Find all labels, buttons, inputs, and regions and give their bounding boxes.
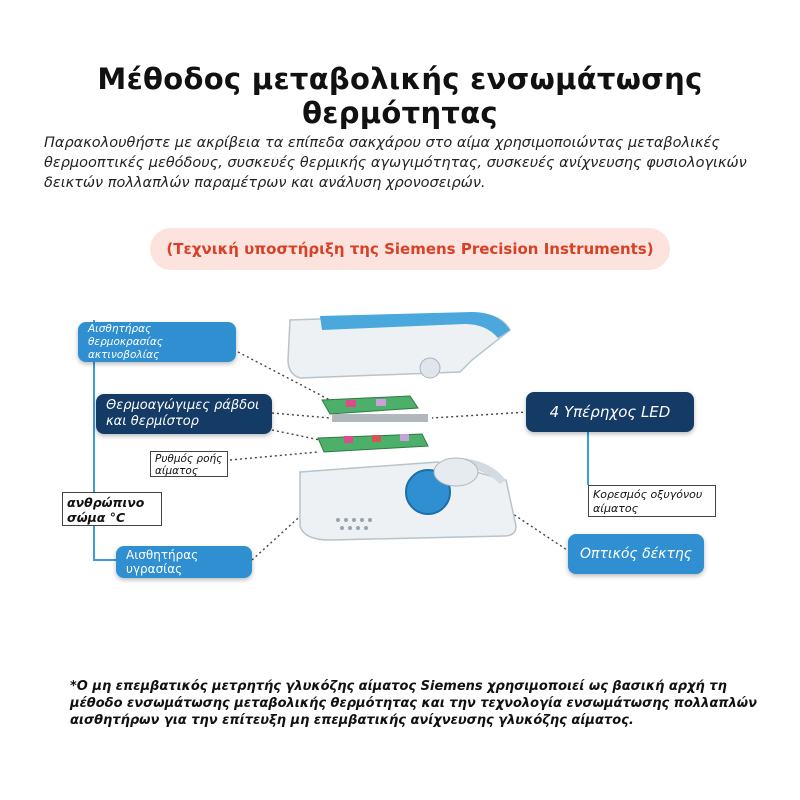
label-optical-receiver: Οπτικός δέκτης <box>568 534 704 574</box>
label-human-body-temp: ανθρώπινο σώμα °C <box>62 492 162 526</box>
sensor-chip-4 <box>372 435 381 442</box>
sensor-chip-2 <box>376 399 386 406</box>
lid-hinge <box>420 358 440 378</box>
sensor-board-top <box>322 396 418 414</box>
support-banner-text: (Τεχνική υποστήριξη της Siemens Precision Instruments) <box>166 240 654 258</box>
label-blood-flow-rate: Ρυθμός ροής αίματος <box>150 451 228 477</box>
label-humidity-sensor: Αισθητήρας υγρασίας <box>116 546 252 578</box>
sensor-chip-5 <box>400 434 409 441</box>
sensor-chip-3 <box>344 436 353 443</box>
device-illustration <box>260 300 540 560</box>
page-title: Μέθοδος μεταβολικής ενσωμάτωσης θερμότητας <box>97 62 703 130</box>
sensor-frame <box>332 414 428 422</box>
label-conductive-rods: Θερμοαγώγιμες ράβδοι και θερμίστορ <box>96 394 272 434</box>
finger-pad <box>434 458 478 486</box>
label-led: 4 Υπέρηχος LED <box>526 392 694 432</box>
label-radiation-sensor: Αισθητήρας θερμοκρασίας ακτινοβολίας <box>78 322 236 362</box>
sensor-chip-1 <box>346 400 356 407</box>
intro-text: Παρακολουθήστε με ακρίβεια τα επίπεδα σακχάρου στο αίμα χρησιμοποιώντας μεταβολικές θερμοοπτικές μεθόδους, συσκευές θερμικής αγωγιμότητας, συσκευές ανίχνευσης φυσιολογικών δεικτών πολλαπλών παραμέτρων και ανάλυση χρονοσειρών. <box>44 135 747 191</box>
footnote: *Ο μη επεμβατικός μετρητής γλυκόζης αίματος Siemens χρησιμοποιεί ως βασική αρχή τη μέθοδο ενσωμάτωσης μεταβολικής θερμότητας και την τεχνολογία ενσωμάτωσης πολλαπλών αισθητήρων για την επίτευξη μη επεμβατικής ανίχνευσης γλυκόζης αίματος. <box>70 679 757 728</box>
label-oxygen-saturation: Κορεσμός οξυγόνου αίματος <box>588 485 716 517</box>
